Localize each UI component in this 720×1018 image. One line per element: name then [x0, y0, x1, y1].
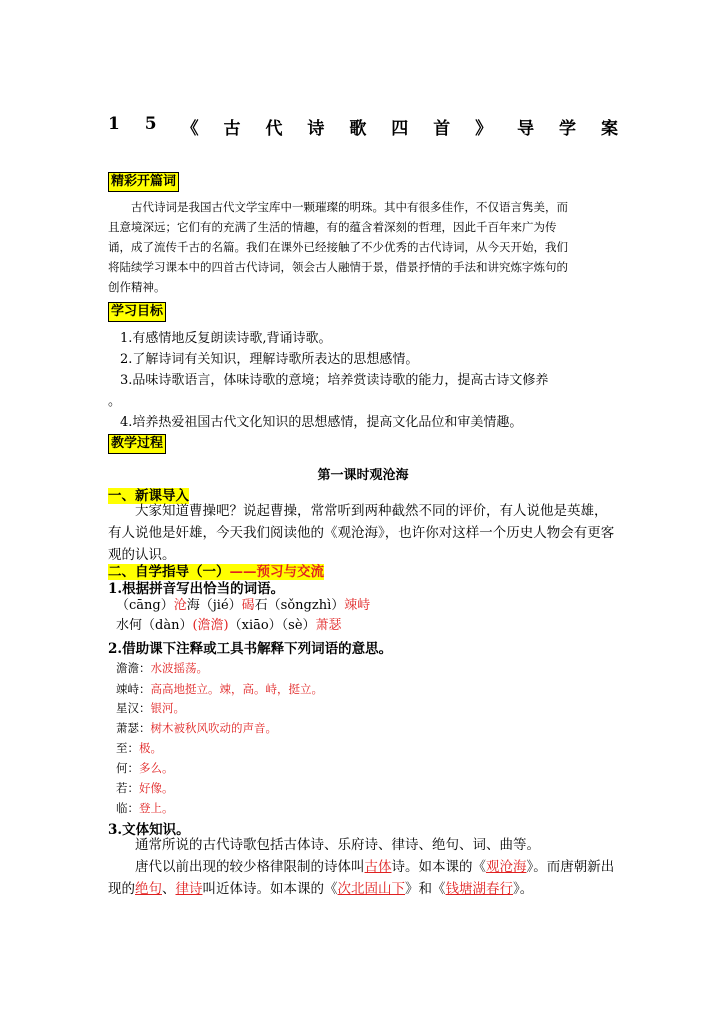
vocab-item: 至：极。 — [116, 741, 162, 755]
genre-paragraph-2: 唐代以前出现的较少格律限制的诗体叫古体诗。如本课的《观沧海》。而唐朝新出现的绝句、律诗叫近体诗。如本课的《次北固山下》和《钱塘湖春行》。 — [108, 859, 615, 897]
title-char: 代 — [265, 119, 283, 139]
intro-heading: 一、新课导入 — [108, 488, 189, 504]
vocab-item: 萧瑟：树木被秋风吹动的声音。 — [116, 721, 277, 735]
pinyin-line-2: 水何（dàn）(澹澹)（xiāo）（sè）萧瑟 — [116, 618, 342, 633]
title-char: 《 — [181, 119, 199, 139]
title-char: 导 — [517, 119, 535, 139]
title-char: 古 — [223, 119, 241, 139]
title-char: 5 — [144, 114, 157, 134]
self-study-heading: 二、自学指导（一）——预习与交流 — [108, 564, 324, 580]
q1-title: 1.根据拼音写出恰当的词语。 — [108, 581, 285, 597]
q2-title: 2.借助课下注释或工具书解释下列词语的意思。 — [108, 641, 393, 657]
title-char: 1 — [108, 114, 120, 134]
title-char: 诗 — [307, 119, 325, 139]
lesson-title: 第一课时观沧海 — [317, 468, 409, 483]
goal-item: 2.了解诗词有关知识，理解诗歌所表达的思想感情。 — [120, 352, 419, 367]
goals-list — [108, 328, 620, 433]
vocab-item: 澹澹：水波摇荡。 — [116, 661, 208, 675]
q3-title: 3.文体知识。 — [108, 822, 190, 838]
title-char: 首 — [433, 119, 451, 139]
goal-item: 3.品味诗歌语言，体味诗歌的意境；培养赏读诗歌的能力，提高古诗文修养 — [120, 373, 549, 388]
opening-paragraph: 古代诗词是我国古代文学宝库中一颗璀璨的明珠。其中有很多佳作，不仅语言隽美，而且意境深远；它们有的充满了生活的情趣，有的蕴含着深刻的哲理，因此千百年来广为传诵，成了流传千古的名篇。我们在课外已经接触了不少优秀的古代诗词，从今天开始，我们将陆续学习课本中的四首古代诗词，领会古人融情于景，借景抒情的手法和讲究炼字炼句的创作精神。 — [108, 200, 568, 294]
title-char: 案 — [600, 119, 618, 139]
vocab-item: 临：登上。 — [116, 801, 174, 815]
section-label-goals: 学习目标 — [108, 302, 166, 322]
goal-item: 。 — [108, 394, 122, 409]
title-char: 》 — [475, 119, 493, 139]
vocab-item: 若：好像。 — [116, 781, 174, 795]
vocab-item: 星汉：银河。 — [116, 701, 185, 715]
goal-item: 4.培养热爱祖国古代文化知识的思想感情，提高文化品位和审美情趣。 — [120, 415, 523, 430]
title-char: 四 — [391, 119, 409, 139]
title-char: 歌 — [349, 119, 367, 139]
vocab-item: 竦峙：高高地挺立。竦，高。峙，挺立。 — [116, 682, 323, 696]
document-title — [108, 114, 618, 139]
pinyin-line-1: （cāng）沧海（jié）碣石（sǒngzhì）竦峙 — [116, 598, 371, 613]
intro-paragraph: 大家知道曹操吧？说起曹操，常常听到两种截然不同的评价，有人说他是英雄，有人说他是奸雄，今天我们阅读他的《观沧海》，也许你对这样一个历史人物会有更客观的认识。 — [108, 503, 615, 563]
title-char: 学 — [559, 119, 576, 139]
section-label-opening: 精彩开篇词 — [108, 172, 179, 192]
vocab-item: 何：多么。 — [116, 761, 174, 775]
section-label-process: 教学过程 — [108, 434, 166, 454]
goal-item: 1.有感情地反复朗读诗歌,背诵诗歌。 — [120, 331, 332, 346]
genre-paragraph-1: 通常所说的古代诗歌包括古体诗、乐府诗、律诗、绝句、词、曲等。 — [135, 837, 540, 853]
